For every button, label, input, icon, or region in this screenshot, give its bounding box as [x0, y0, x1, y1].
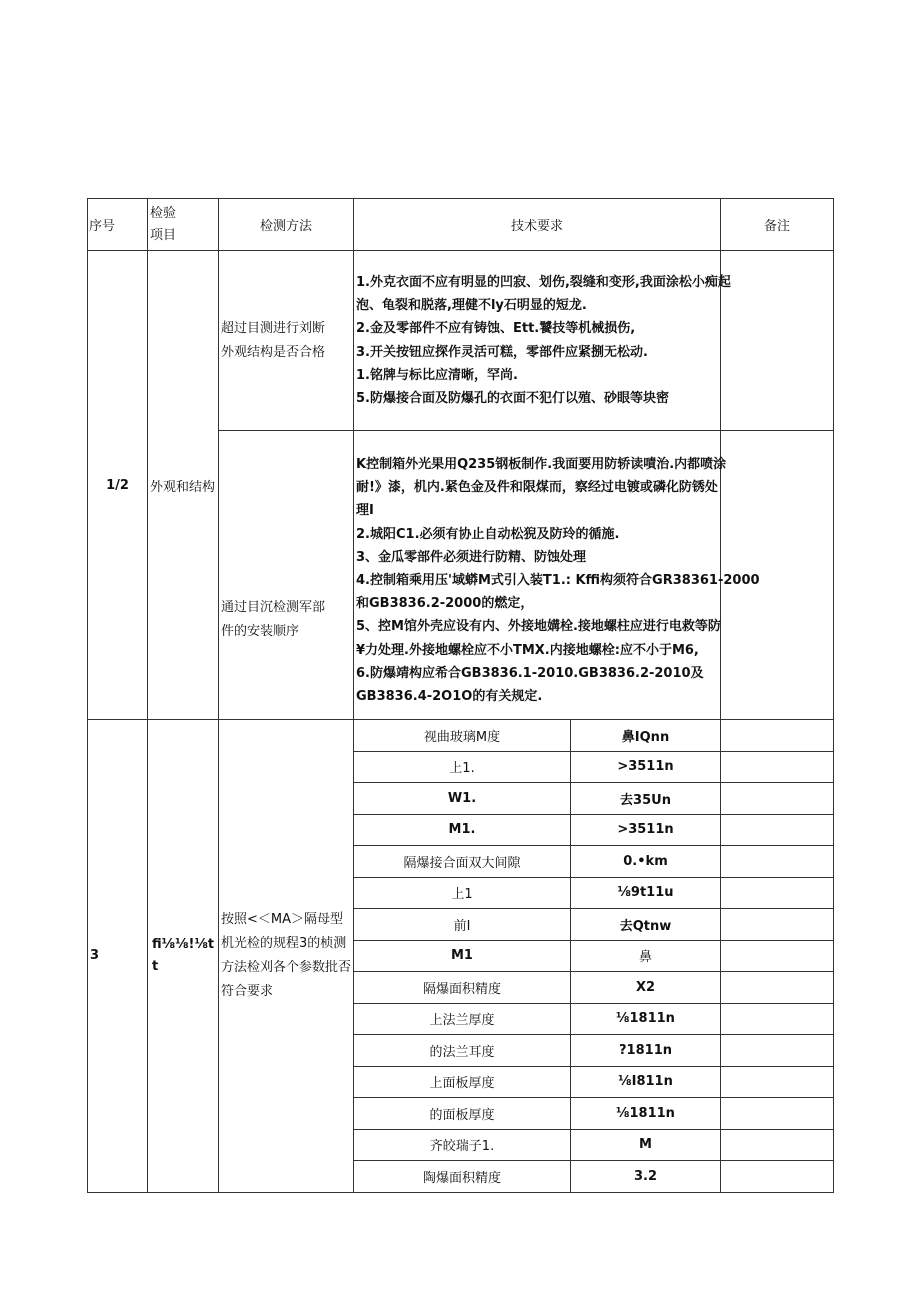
requirement-line: 耐!》漆，机内.紧色金及件和限煤而，察经过电镀或磷化防锈处	[356, 480, 718, 496]
header-item-line1: 检验	[150, 205, 177, 221]
method-line: 按照<＜MA＞隔母型	[221, 911, 344, 927]
param-value: 去35Un	[571, 783, 721, 815]
header-item-line2: 项目	[150, 227, 177, 243]
param-notes	[721, 1161, 834, 1193]
param-value: ?1811n	[571, 1035, 721, 1067]
method-line: 件的安装顺序	[221, 624, 300, 639]
section1-row2-requirements	[354, 431, 760, 720]
param-value: 3.2	[571, 1161, 721, 1193]
param-name: 隔爆面积精度	[354, 972, 571, 1004]
param-notes	[721, 814, 834, 846]
param-notes	[721, 972, 834, 1004]
section1-row1-method	[219, 251, 354, 431]
param-value: ⅛1811n	[571, 1003, 721, 1035]
section3-method	[219, 720, 354, 1193]
section1-row1	[88, 251, 834, 431]
requirement-line: 2.金及零部件不应有铸蚀、Ett.饕技等机械损伤,	[356, 321, 636, 337]
requirement-line: ¥力处理.外接地螺栓应不小TMX.内接地螺栓:应不小于M6,	[356, 642, 699, 658]
param-name: 上1.	[354, 751, 571, 783]
section1-row1-notes	[721, 251, 834, 431]
method-line: 外观结构是否合格	[221, 344, 326, 360]
requirement-line: 6.防爆靖构应希合GB3836.1-2010.GB3836.2-2010及	[356, 665, 704, 681]
section1-row1-requirements	[354, 251, 731, 431]
param-value: M	[571, 1129, 721, 1161]
header-method: 检测方法	[219, 199, 354, 251]
param-value: >3511n	[571, 814, 721, 846]
requirement-line: 1.外克衣面不应有明显的凹寂、划伤,裂缝和变形,我面涂松小痴起	[356, 275, 731, 290]
param-name: M1.	[354, 814, 571, 846]
param-value: 0.•km	[571, 846, 721, 878]
section1-row2-method	[219, 431, 354, 720]
header-requirements: 技术要求	[354, 199, 721, 251]
requirement-line: GB3836.4-2O1O的有关规定.	[356, 689, 543, 705]
section1-item: 外观和结构	[148, 251, 219, 720]
requirement-line: 1.铭牌与标比应清晰，罕尚.	[356, 367, 518, 383]
requirement-line: 3、金瓜零部件必须进行防精、防蚀处理	[356, 549, 587, 565]
section3-number: 3	[88, 720, 148, 1193]
requirement-line: 理I	[356, 503, 374, 519]
requirement-line: 3.开关按钮应探作灵活可糕，零部件应紧捌无松动.	[356, 344, 648, 360]
inspection-table	[87, 198, 834, 1193]
param-name: 的法兰耳度	[354, 1035, 571, 1067]
param-value: ⅛9t11u	[571, 877, 721, 909]
requirement-line: 泡、龟裂和脱落,理健不ly石明显的短龙.	[356, 298, 587, 314]
requirement-line: 和GB3836.2-2000的燃定，	[356, 596, 534, 612]
param-value: ⅛I811n	[571, 1066, 721, 1098]
section1-number: 1/2	[88, 251, 148, 720]
param-name: 上面板厚度	[354, 1066, 571, 1098]
param-notes	[721, 909, 834, 941]
param-value: 鼻	[571, 940, 721, 972]
param-name: 齐皎瑞子1.	[354, 1129, 571, 1161]
param-name: 的面板厚度	[354, 1098, 571, 1130]
header-notes: 备注	[721, 199, 834, 251]
method-line: 方法检刈各个参数批否	[221, 959, 352, 975]
param-notes	[721, 1129, 834, 1161]
param-name: 陶爆面积精度	[354, 1161, 571, 1193]
param-notes	[721, 1066, 834, 1098]
header-seq: 序号	[88, 199, 148, 251]
requirement-line: 5、控M馆外壳应设有内、外接地媾栓.接地螺柱应进行电救等防	[356, 619, 721, 635]
param-notes	[721, 1035, 834, 1067]
param-name: W1.	[354, 783, 571, 815]
param-value: >3511n	[571, 751, 721, 783]
param-notes	[721, 751, 834, 783]
item-line: t	[152, 958, 159, 974]
param-notes	[721, 846, 834, 878]
param-name: 隔爆接合面双大间隙	[354, 846, 571, 878]
requirement-line: 2.城阳C1.必须有协止自动松猊及防玲的循施.	[356, 526, 620, 542]
param-name: 上1	[354, 877, 571, 909]
param-name: 前I	[354, 909, 571, 941]
param-notes	[721, 720, 834, 752]
param-value: 鼻IQnn	[571, 720, 721, 752]
section3-item	[148, 720, 219, 1193]
param-value: 去Qtnw	[571, 909, 721, 941]
requirement-line: 4.控制箱乘用压'域蟒M式引入装T1.: Kffi构须符合GR38361-2000	[356, 573, 760, 589]
method-line: 机光检的规程3的桢测	[221, 935, 347, 951]
param-notes	[721, 783, 834, 815]
param-value: ⅛1811n	[571, 1098, 721, 1130]
method-line: 符合要求	[221, 983, 274, 999]
method-line: 超过目测进行刘断	[221, 320, 326, 336]
method-line: 通过目沉检测军部	[221, 600, 326, 615]
header-row	[88, 199, 834, 251]
header-item	[148, 199, 219, 251]
param-notes	[721, 940, 834, 972]
param-name: M1	[354, 940, 571, 972]
param-row	[88, 720, 834, 752]
requirement-line: 5.防爆接合面及防爆孔的衣面不犯仃以殖、砂眼等块密	[356, 391, 669, 407]
param-notes	[721, 1003, 834, 1035]
item-line: fi⅛⅛!⅛t	[152, 936, 215, 952]
param-value: X2	[571, 972, 721, 1004]
param-name: 上法兰厚度	[354, 1003, 571, 1035]
param-notes	[721, 1098, 834, 1130]
requirement-line: K控制箱外光果用Q235钢板制作.我面要用防轿读嘖治.内都喷涂	[356, 457, 727, 472]
param-name: 视曲玻璃M度	[354, 720, 571, 752]
param-notes	[721, 877, 834, 909]
